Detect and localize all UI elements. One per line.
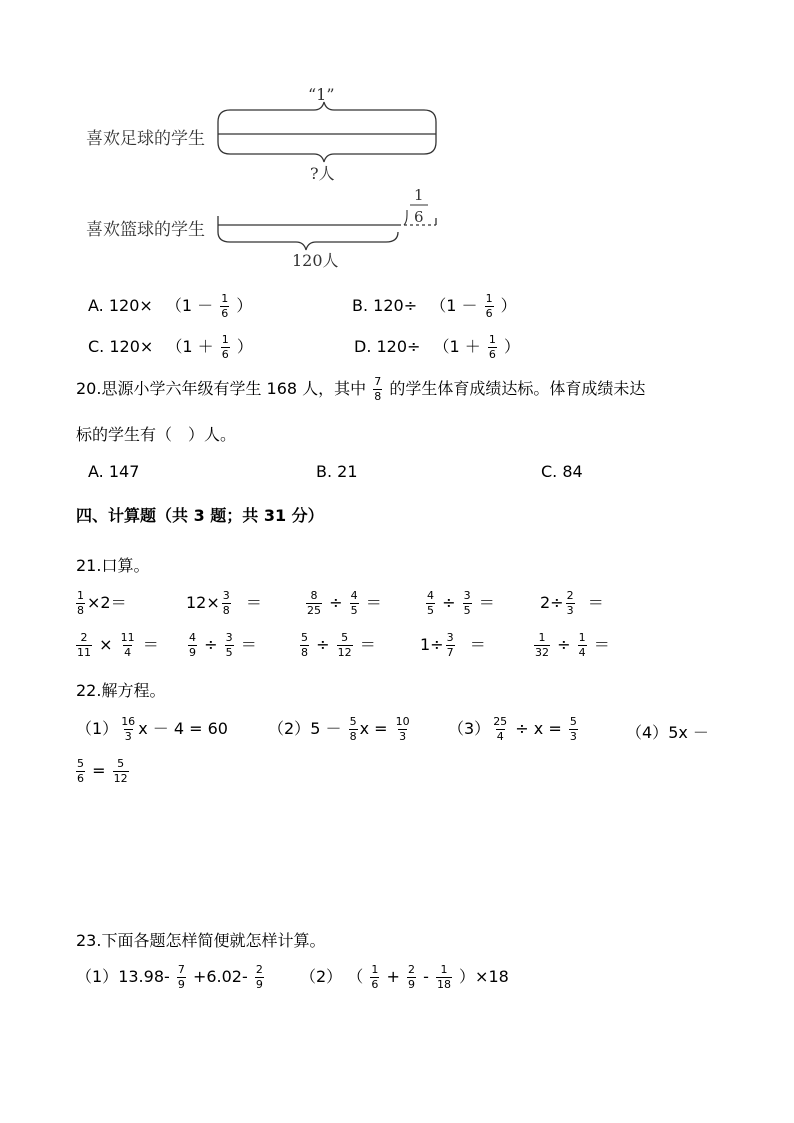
- q21-item-9: 1÷ $\frac{3}{7}$ ＝: [420, 631, 486, 659]
- q21-item-3: $\frac{8}{25}$ ÷ $\frac{4}{5}$ ＝: [307, 589, 382, 617]
- q21-title: 21.口算。: [76, 556, 150, 575]
- option-b-fraction: $\frac{1}{6}$: [485, 292, 493, 320]
- option-c-close: ）: [236, 337, 253, 356]
- option-c-open: （1 ＋: [166, 337, 214, 356]
- section-heading: 四、计算题（共 3 题；共 31 分）: [76, 506, 324, 525]
- q21-item-5: 2÷ $\frac{2}{3}$ ＝: [540, 589, 604, 617]
- q21-item-2: 12× $\frac{3}{8}$ ＝: [186, 589, 262, 617]
- question-people-text: ?人: [310, 164, 335, 183]
- question-brace: [218, 142, 436, 162]
- equation-4-start: （4）5x －: [626, 723, 709, 742]
- option-b-open: （1 －: [430, 296, 478, 315]
- option-d-close: ）: [504, 337, 521, 356]
- option-d-open: （1 ＋: [433, 337, 481, 356]
- option-a-prefix: A. 120×: [88, 296, 153, 315]
- fraction-den: 6: [414, 208, 424, 226]
- equation-1: （1） $\frac{16}{3}$ x － 4 = 60: [76, 715, 228, 743]
- unit-brace: [218, 102, 436, 122]
- option-d-prefix: D. 120÷: [354, 337, 421, 356]
- q21-item-10: $\frac{1}{32}$ ÷ $\frac{1}{4}$ ＝: [535, 631, 610, 659]
- option-c-fraction: $\frac{1}{6}$: [221, 333, 229, 361]
- q20-option-c[interactable]: C. 84: [541, 462, 583, 481]
- bar-diagram: [210, 82, 450, 272]
- option-a-close: ）: [236, 296, 253, 315]
- option-b-prefix: B. 120÷: [352, 296, 418, 315]
- option-d-fraction: $\frac{1}{6}$: [488, 333, 496, 361]
- q22-title: 22.解方程。: [76, 681, 166, 700]
- equation-2: （2）5 － $\frac{5}{8}$ x = $\frac{10}{3}$: [268, 715, 410, 743]
- q20-option-b[interactable]: B. 21: [316, 462, 358, 481]
- q21-item-8: $\frac{5}{8}$ ÷ $\frac{5}{12}$ ＝: [301, 631, 376, 659]
- q21-item-7: $\frac{4}{9}$ ÷ $\frac{3}{5}$ ＝: [189, 631, 257, 659]
- fraction-brace: [404, 210, 407, 225]
- q20-line2: 标的学生有（ ）人。: [76, 425, 237, 444]
- q20-line1: 20.思源小学六年级有学生 168 人，其中 $\frac{7}{8}$ 的学生体育成绩达标。体育成绩未达: [76, 375, 646, 403]
- option-d[interactable]: [354, 334, 520, 361]
- equation-3: （3） $\frac{25}{4}$ ÷ x = $\frac{5}{3}$: [448, 715, 577, 743]
- option-b[interactable]: [352, 293, 517, 320]
- q20-fraction: $\frac{7}{8}$: [374, 375, 382, 403]
- equation-4-end: $\frac{5}{6}$ = $\frac{5}{12}$: [77, 757, 128, 785]
- football-label: 喜欢足球的学生: [86, 129, 205, 149]
- option-a-open: （1 －: [165, 296, 214, 315]
- option-c-prefix: C. 120×: [88, 337, 154, 356]
- q23-problem-2: （2） （ $\frac{1}{6}$ + $\frac{2}{9}$ - $\frac{1}{18}$ ）×18: [300, 963, 509, 991]
- people-brace: [218, 232, 398, 250]
- q21-item-1: $\frac{1}{8}$ ×2＝: [77, 589, 127, 617]
- option-b-close: ）: [500, 296, 517, 315]
- basketball-label: 喜欢篮球的学生: [86, 220, 205, 240]
- basketball-people-text: 120人: [292, 251, 339, 270]
- q21-item-4: $\frac{4}{5}$ ÷ $\frac{3}{5}$ ＝: [427, 589, 495, 617]
- fraction-num: 1: [414, 186, 424, 204]
- q23-problem-1: （1）13.98- $\frac{7}{9}$ +6.02- $\frac{2}{9}$: [76, 963, 263, 991]
- option-c[interactable]: [88, 334, 253, 361]
- option-a[interactable]: [88, 293, 252, 320]
- option-a-fraction: $\frac{1}{6}$: [221, 292, 229, 320]
- q20-option-a[interactable]: A. 147: [88, 462, 140, 481]
- q23-title: 23.下面各题怎样简便就怎样计算。: [76, 931, 326, 950]
- unit-one-text: “1”: [308, 85, 335, 104]
- q21-item-6: $\frac{2}{11}$ × $\frac{11}{4}$ ＝: [77, 631, 159, 659]
